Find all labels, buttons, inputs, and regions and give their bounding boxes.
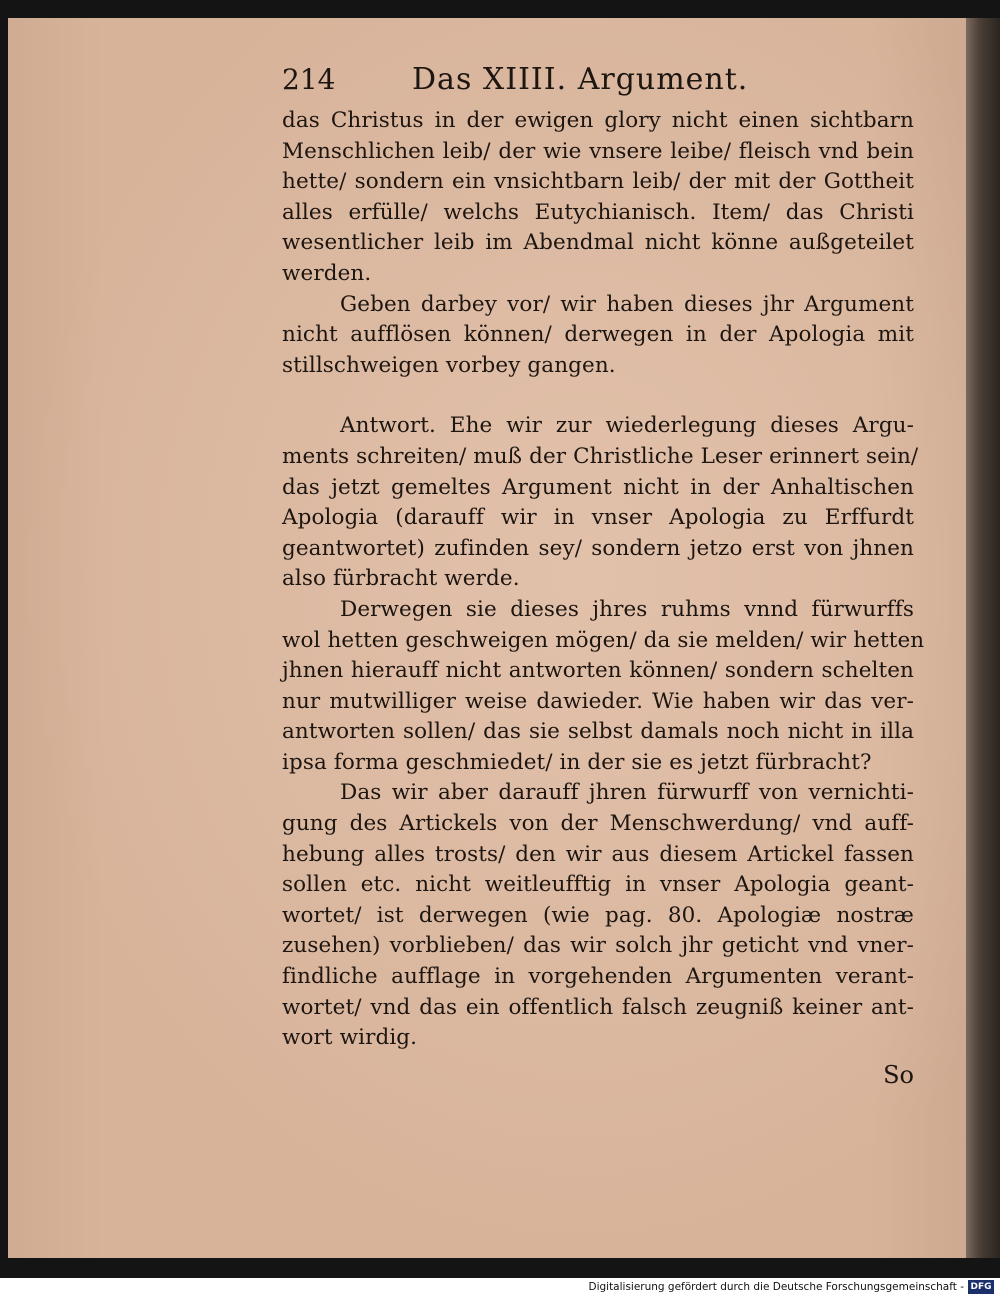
text-line: ipsa forma geschmiedet/ in der sie es jetzt fürbracht? bbox=[282, 749, 872, 775]
text-line: stillschweigen vorbey gangen. bbox=[282, 352, 616, 378]
text-line: also fürbracht werde. bbox=[282, 566, 520, 592]
text-line: Das wir aber darauff jhren fürwurff von vernichti- bbox=[340, 780, 914, 806]
text-line: hette/ sondern ein vnsichtbarn leib/ der mit der Gottheit bbox=[282, 169, 914, 195]
text-line: wortet/ ist derwegen (wie pag. 80. Apologiæ nostræ bbox=[282, 902, 914, 928]
running-title: Das XIIII. Argument. bbox=[412, 62, 749, 97]
text-line: antworten sollen/ das sie selbst damals noch nicht in illa bbox=[282, 719, 914, 745]
text-line: alles erfülle/ welchs Eutychianisch. Item/ das Christi bbox=[282, 199, 914, 225]
paragraph-3 bbox=[282, 411, 919, 595]
text-line: jhnen hierauff nicht antworten können/ sondern schelten bbox=[282, 658, 914, 684]
text-line: sollen etc. nicht weitleufftig in vnser Apologia geant- bbox=[282, 872, 914, 898]
text-line: Menschlichen leib/ der wie vnsere leibe/ fleisch vnd bein bbox=[282, 138, 914, 164]
text-line: wortet/ vnd das ein offentlich falsch zeugniß keiner ant- bbox=[282, 994, 914, 1020]
paragraph-gap bbox=[282, 381, 914, 411]
text-line: wesentlicher leib im Abendmal nicht könne außgeteilet bbox=[282, 230, 914, 256]
book-edge bbox=[966, 18, 1000, 1258]
text-line: Antwort. Ehe wir zur wiederlegung dieses Argu- bbox=[340, 413, 914, 439]
paragraph-5 bbox=[282, 778, 914, 1053]
dfg-logo: DFG bbox=[968, 1280, 994, 1294]
text-line: Geben darbey vor/ wir haben dieses jhr Argument bbox=[340, 291, 914, 317]
text-line: Apologia (darauff wir in vnser Apologia zu Erffurdt bbox=[282, 505, 914, 531]
text-line: findliche aufflage in vorgehenden Argumenten verant- bbox=[282, 964, 914, 990]
funding-credit: Digitalisierung gefördert durch die Deutsche Forschungsgemeinschaft - bbox=[588, 1281, 964, 1293]
paragraph-2 bbox=[282, 290, 914, 382]
text-line: Derwegen sie dieses jhres ruhms vnnd fürwurffs bbox=[340, 596, 914, 622]
text-line: nur mutwilliger weise dawieder. Wie haben wir das ver- bbox=[282, 688, 914, 714]
paragraph-4 bbox=[282, 595, 925, 779]
page-number: 214 bbox=[282, 63, 336, 96]
paragraph-1 bbox=[282, 106, 914, 290]
text-line: wort wirdig. bbox=[282, 1025, 418, 1051]
page-content bbox=[282, 60, 925, 1090]
text-line: wol hetten geschweigen mögen/ da sie melden/ wir hetten bbox=[282, 627, 925, 653]
text-line: nicht aufflösen können/ derwegen in der Apologia mit bbox=[282, 322, 914, 348]
text-line: geantwortet) zufinden sey/ sondern jetzo erst von jhnen bbox=[282, 535, 914, 561]
catchword: So bbox=[883, 1060, 914, 1089]
text-line: gung des Artickels von der Menschwerdung/ vnd auff- bbox=[282, 811, 914, 837]
text-line: hebung alles trosts/ den wir aus diesem Artickel fassen bbox=[282, 841, 914, 867]
text-line: das Christus in der ewigen glory nicht einen sichtbarn bbox=[282, 108, 914, 133]
text-line: werden. bbox=[282, 260, 372, 286]
text-line: zusehen) vorblieben/ das wir solch jhr geticht vnd vner- bbox=[282, 933, 914, 959]
text-line: das jetzt gemeltes Argument nicht in der Anhaltischen bbox=[282, 474, 914, 500]
digitization-footer bbox=[0, 1278, 1000, 1298]
text-line: ments schreiten/ muß der Christliche Leser erinnert sein/ bbox=[282, 443, 919, 469]
running-head bbox=[282, 60, 914, 100]
